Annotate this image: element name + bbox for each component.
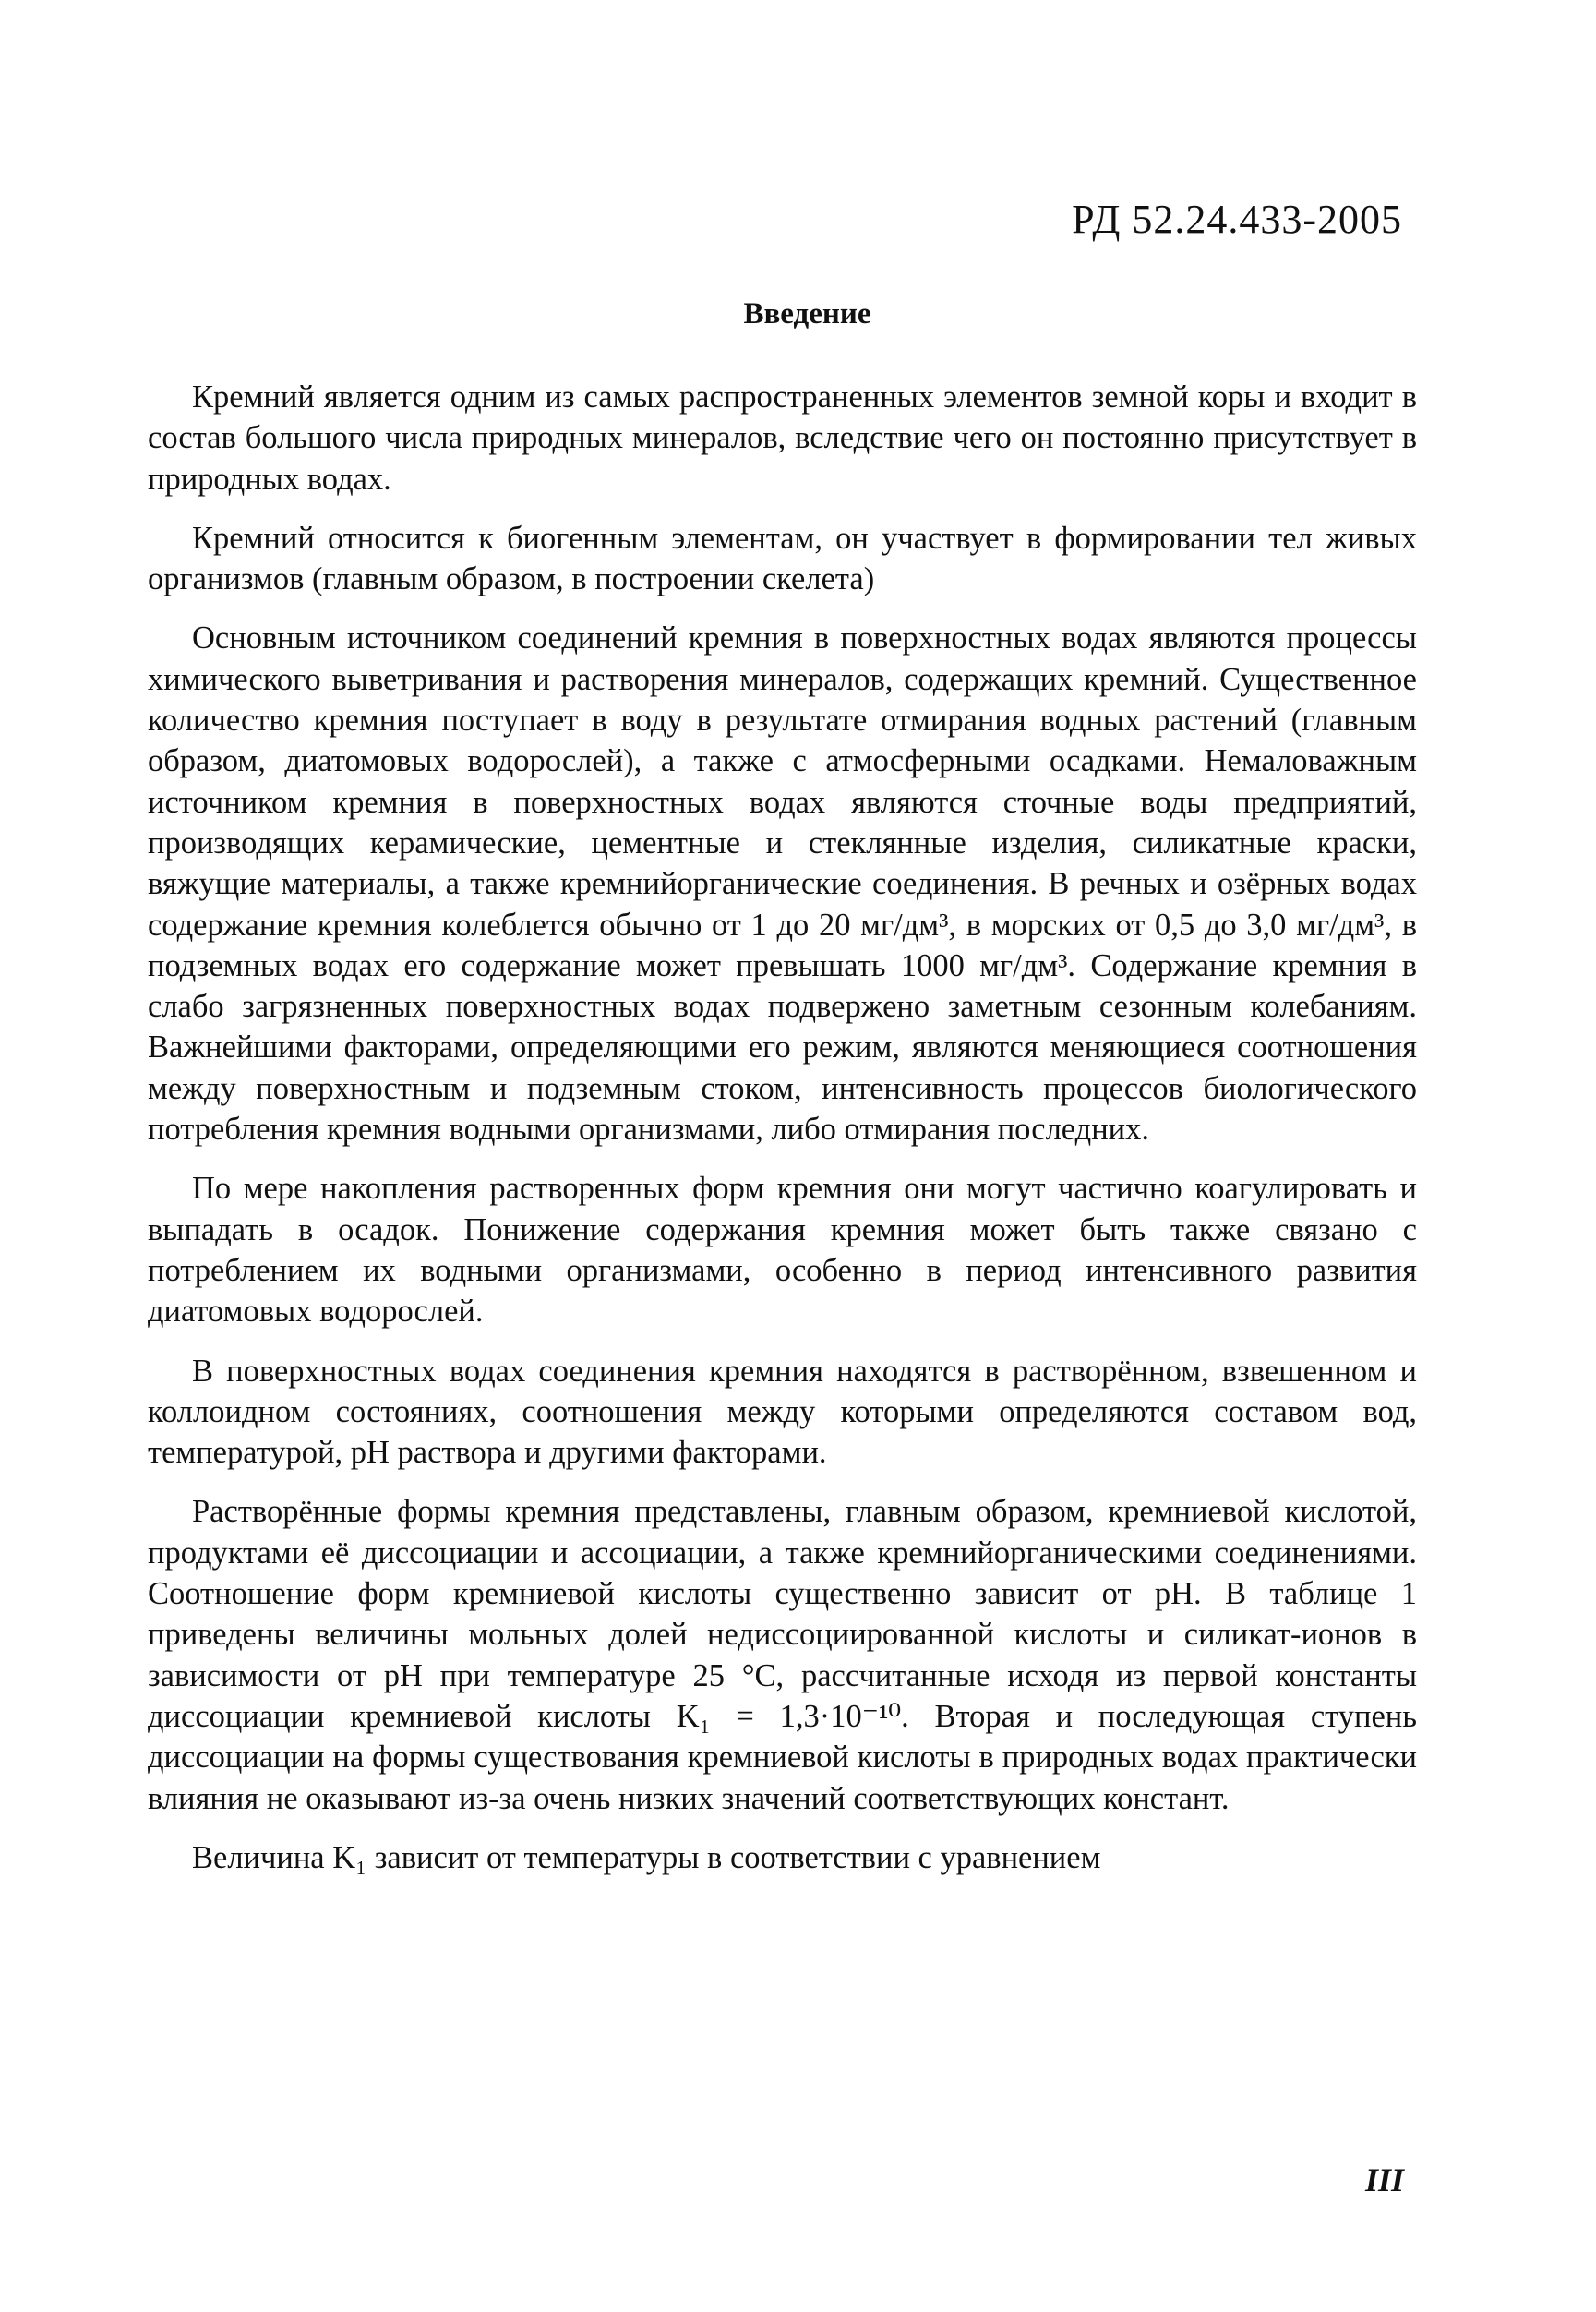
paragraph: Кремний относится к биогенным элементам, он участвует в формировании тел живых организмов (главным образом, в построении скелета) [148, 520, 1417, 597]
page-number: III [1364, 2161, 1404, 2198]
document-code: РД 52.24.433-2005 [1072, 197, 1402, 242]
paragraph: Кремний является одним из самых распространенных элементов земной коры и входит в состав большого числа природных минералов, вследствие чего он постоянно присутствует в природных водах. [148, 379, 1417, 497]
section-title: Введение [743, 297, 871, 331]
paragraph: Основным источником соединений кремния в поверхностных водах являются процессы химического выветривания и растворения минералов, содержащих кремний. Существенное количество кремния поступает в воду в результате отмирания водных растений (главным образом, диатомовых водорослей), а также с атмосферными осадками. Немаловажным источником кремния в поверхностных водах являются сточные воды предприятий, производящих керамические, цементные и стеклянные изделия, силикатные краски, вяжущие материалы, а также кремнийорганические соединения. В речных и озёрных водах содержание кремния колеблется обычно от 1 до 20 мг/дм³, в морских от 0,5 до 3,0 мг/дм³, в подземных водах его содержание может превышать 1000 мг/дм³. Содержание кремния в слабо загрязненных поверхностных водах подвержено заметным сезонным колебаниям. Важнейшими факторами, определяющими его режим, являются меняющиеся соотношения между поверхностным и подземным стоком, интенсивность процессов биологического потребления кремния водными организмами, либо отмирания последних. [148, 620, 1417, 1148]
paragraph: В поверхностных водах соединения кремния находятся в растворённом, взвешенном и коллоидном состояниях, соотношения между которыми определяются составом вод, температурой, рН раствора и другими факторами. [148, 1353, 1417, 1471]
body-text [148, 377, 1417, 1897]
paragraph: Растворённые формы кремния представлены, главным образом, кремниевой кислотой, продуктами её диссоциации и ассоциации, а также кремнийорганическими соединениями. Соотношение форм кремниевой кислоты существенно зависит от рН. В таблице 1 приведены величины мольных долей недиссоциированной кислоты и силикат-ионов в зависимости от рН при температуре 25 °С, рассчитанные исходя из первой константы диссоциации кремниевой кислоты K₁ = 1,3·10⁻¹⁰. Вторая и последующая ступень диссоциации на формы существования кремниевой кислоты в природных водах практически влияния не оказывают из-за очень низких значений соответствующих констант. [148, 1494, 1417, 1816]
paragraph: По мере накопления растворенных форм кремния они могут частично коагулировать и выпадать в осадок. Понижение содержания кремния может быть также связано с потреблением их водными организмами, особенно в период интенсивного развития диатомовых водорослей. [148, 1171, 1417, 1330]
paragraph: Величина K₁ зависит от температуры в соответствии с уравнением [192, 1839, 1101, 1875]
